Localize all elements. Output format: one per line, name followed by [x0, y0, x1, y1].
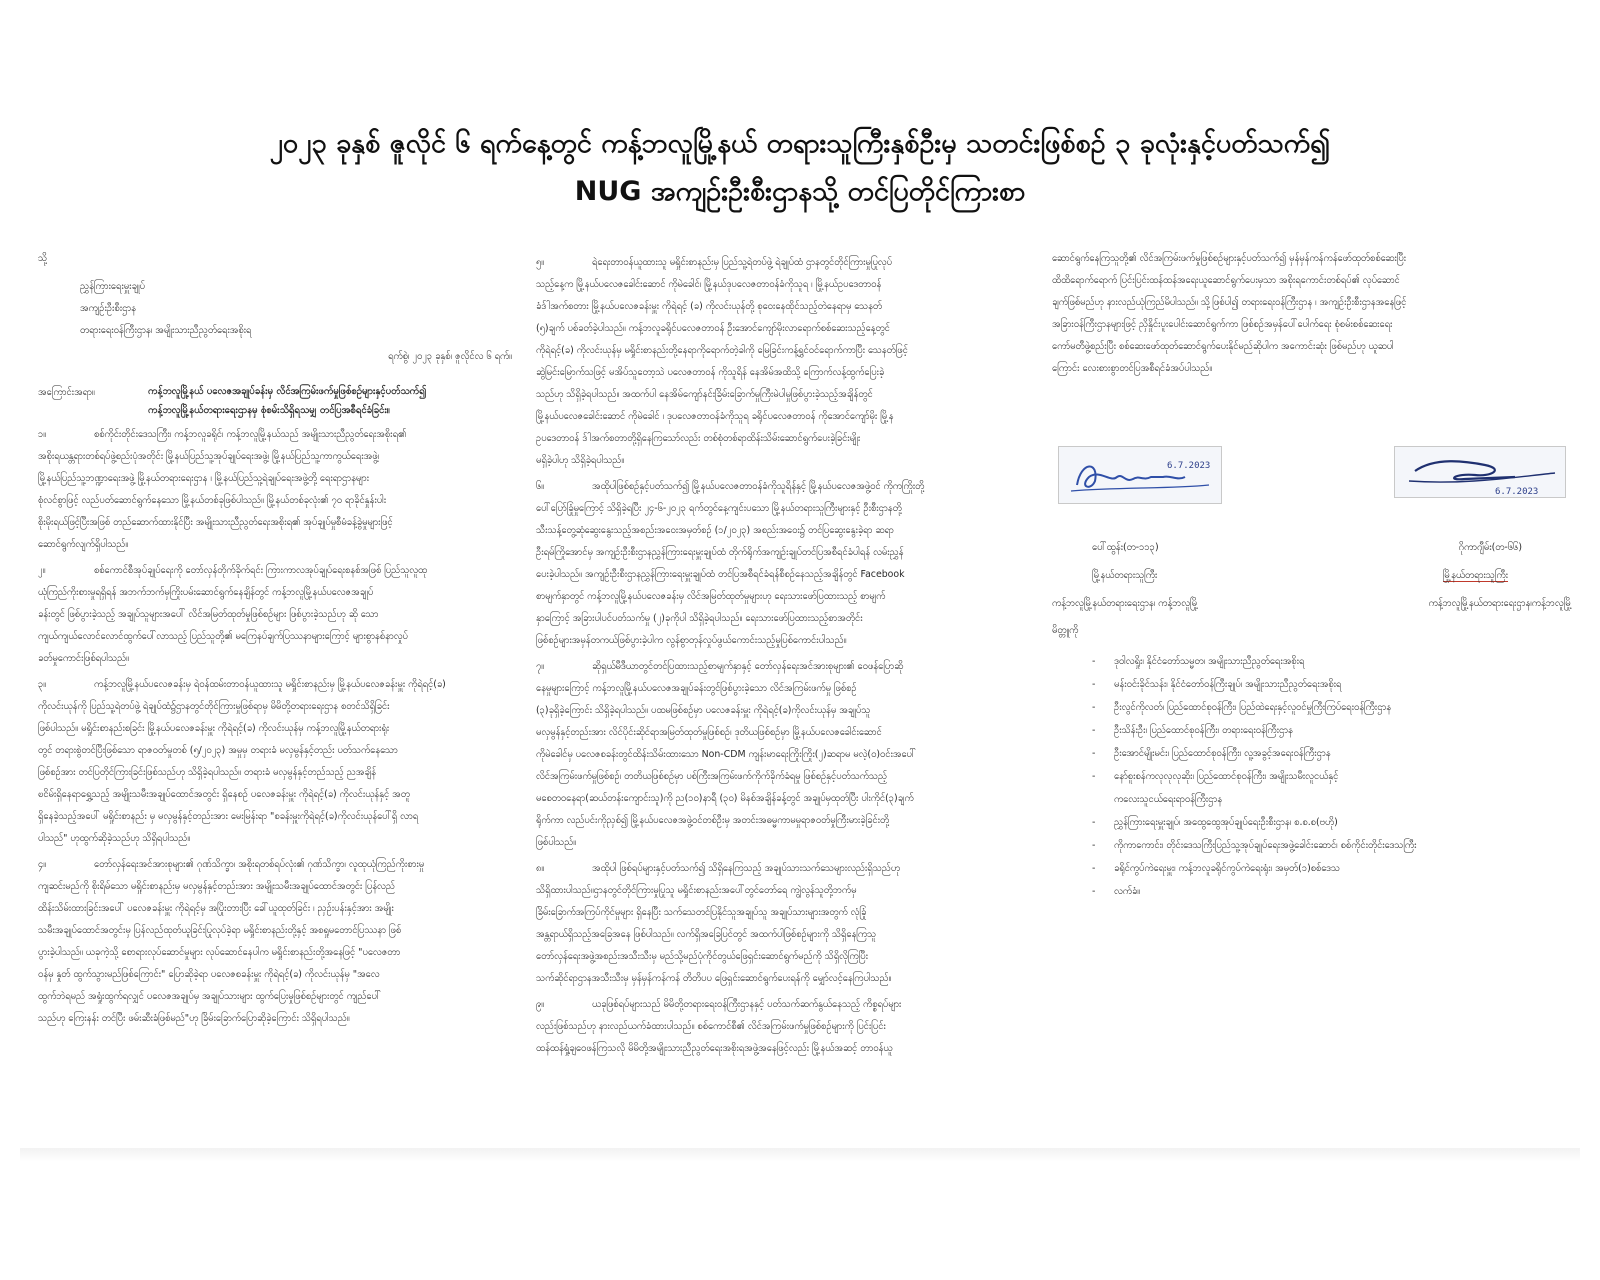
paragraph-line: ထိန်းသိမ်းထားခြင်းအပေါ် ပလေဇခန်းမှူး ကိုရဲရင့်မှ အပြိုးတားပြီး ခေါ်ယူထုတ်ခြင်း ၊ ညှဥ်းပန်းနှင့်အား အမျိုး: [38, 903, 394, 914]
paragraph-line: ဖြစ်ပါသည်။ မရှိုင်းစာနည်းစခြင်း မြို့နယ်ပလေဇခန်းမှူး ကိုရဲရင့်(ခ) ကိုလင်းယုန်မှ ကန့်ဘလူမြို့နယ်တရားရုံး: [38, 723, 390, 734]
cc-list-item: [1092, 765, 1572, 811]
signature-row: [1052, 446, 1572, 504]
paragraph-line: ဖြစ်စဉ်အား တင်ပြတိုင်ကြားခြင်းဖြစ်သည်ဟု သိရှိခဲ့ရပါသည်။ တရားခံ မလှမွန်နှင့်တည်သည့် ညအချိန်: [38, 767, 376, 778]
paragraph-line: ရိုက်ကာ လည်ပင်းကိုညှစ်၍ မြို့နယ်ပလေဇအဖွဲ့ဝင်တစ်ဦးမှ အတင်းအဓမ္မကာမမှုရာဇဝတ်မှုကြီးမားခဲ့ခြင်းတို့: [536, 815, 890, 826]
bullet-dash: -: [1092, 771, 1096, 782]
paragraph-line: (၃)ခုရှိခဲ့ကြောင်း သိရှိခဲ့ရပါသည်။ ပထမဖြစ်စဉ်မှာ ပလေဇခန်းမှူး ကိုရဲရင့်(ခ)ကိုလင်းယုန်မှ အချုပ်သူ: [536, 705, 871, 716]
subject-line-2: ကန့်ဘလူမြို့နယ်တရားရေးဌာနမှ စုံစမ်းသိရှိရသမျှ တင်ပြအစီရင်ခံခြင်း။: [148, 405, 390, 416]
title-line-2: NUG အကျဉ်းဦးစီးဌာနသို့ တင်ပြတိုင်ကြားစာ: [574, 176, 1026, 207]
signature-1: [1058, 446, 1222, 504]
closing-paragraph-line: ချက်ဖြစ်မည်ဟု နားလည်ယုံကြည်မိပါသည်။ သို့ဖြစ်ပါ၍ တရားရေးဝန်ကြီးဌာန ၊ အကျဉ်းဦးစီးဌာနအနေဖြင့်: [1052, 297, 1407, 308]
cc-recipient: နော်စူးစန်ကလုလုလုဆိုး၊ ပြည်ထောင်စုဝန်ကြီး၊ အမျိုးသမီးလူငယ်နှင့်: [1114, 771, 1339, 782]
paragraph-line: မလှမွန်နှင့်တည်းအား လိင်ပိုင်းဆိုင်ရာအမြတ်ထုတ်မှုဖြစ်စဉ်၊ ဒုတိယဖြစ်စဉ်မှာ မြို့နယ်ပလေဇခေါင်းဆောင်: [536, 727, 882, 738]
bullet-dash: -: [1092, 817, 1096, 828]
bullet-dash: -: [1092, 725, 1096, 736]
paragraph-line: ဦးရမ်ကြိုအောင်မှ အကျဉ်းဦးစီးဌာနညွှန်ကြားရေးမှူးချုပ်ထံ တိုက်ရိုက်အကျဉ်းချုပ်တင်ပြအစီရင်ခံပါရန် လမ်းညွှန်: [536, 547, 904, 558]
letter-date: ရက်စွဲ၊ ၂၀၂၃ ခုနှစ်၊ ဇူလိုင်လ ၆ ရက်။: [388, 351, 512, 362]
cc-recipient: ဦးသိန်းဦး၊ ပြည်ထောင်စုဝန်ကြီး၊ တရားရေးဝန်ကြီးဌာန: [1114, 725, 1293, 736]
paragraph-first-line: [38, 424, 518, 446]
subject-line-1: ကန့်ဘလူမြို့နယ် ပလေဇအချုပ်ခန်းမှ လိင်အကြမ်းဖက်မှုဖြစ်စဉ်များနှင့်ပတ်သက်၍: [148, 386, 427, 397]
signature-2: [1394, 446, 1566, 498]
paragraph-first-line: [536, 476, 1026, 498]
cc-recipient: မန်းဝင်းခိုင်သန်း၊ နိုင်ငံတော်ဝန်ကြီးချုပ်၊ အမျိုးသားညီညွတ်ရေးအစိုးရ: [1114, 679, 1342, 690]
bullet-dash: -: [1092, 863, 1096, 874]
closing-paragraph-line: ကြောင်း လေးစားစွာတင်ပြအစီရင်ခံအပ်ပါသည်။: [1052, 363, 1213, 374]
paragraph-line: ပါသည်" ဟုထွက်ဆိုခဲ့သည်ဟု သိရှိရပါသည်။: [38, 833, 191, 844]
paragraph-line: သိရှိထားပါသည်။ဌာနတွင်တိုင်ကြားမှုပြုသူ မရှိုင်းစာနည်းအပေါ်တွင်တော်ရေ ကျွဲလွန်သူတို့ဘက်မှ: [536, 885, 857, 896]
paragraph-first-line: [38, 674, 518, 696]
signer-2: [1322, 534, 1572, 618]
paragraph-first-line: [536, 994, 1026, 1016]
cc-recipient: ညွှန်ကြားရေးမှူးချုပ်၊ အထွေထွေအုပ်ချုပ်ရေးဦးစီးဌာန၊ စ.စ.စ(ဗဟို): [1114, 817, 1338, 828]
paragraph-line: (၅)ချက် ပစ်ခတ်ခဲ့ပါသည်။ ကန့်ဘလူခရိုင်ပလေဇတာဝန် ဦးအောင်ကျော်မိုးလာရောက်စစ်ဆေးသည့်နေ့တွင်: [536, 323, 890, 334]
subject-label: အကြောင်းအရာ။: [38, 387, 95, 398]
paragraph-line: ဖြစ်စဉ်များအမှန်တကယ်ဖြစ်ပွားခဲ့ပါက လွန်စွာတုန်လှုပ်ဖွယ်ကောင်းသည့်မှုပြစ်ကောင်းပါသည်။: [536, 635, 847, 646]
recipient-line-1: ညွှန်ကြားရေးမှူးချုပ်: [80, 281, 145, 292]
paragraph-line: ခန်းတွင် ဖြစ်ပွားခဲ့သည့် အချုပ်သူများအပေါ် လိင်အမြတ်ထုတ်မှုဖြစ်စဉ်များ ဖြစ်ပွားခဲ့သည်ဟု ဆို သော: [38, 609, 379, 620]
signer-2-title: [1322, 562, 1572, 590]
paragraph-line: အန္တရာယ်ရှိသည့်အခြေအနေ ဖြစ်ပါသည်။ လက်ရှိအခြေပြင်တွင် အထက်ပါဖြစ်စဉ်များကို သိရှိနေကြသူ: [536, 929, 877, 940]
paragraph-line: လည်းဖြစ်သည်ဟု နားလည်ယက်ခံထားပါသည်။ စစ်ကောင်စီ၏ လိင်အကြမ်းဖက်မှုဖြစ်စဉ်များကို ပြင်းပြင်း: [536, 1021, 886, 1032]
signature-2-scribble: [1395, 447, 1567, 499]
paragraph-number: ၉။: [536, 999, 545, 1010]
paragraph-line-text: ရဲရေးတာဝန်ယူထားသူ မရှိုင်းစာနည်းမှ ပြည်သူ့ရဲတပ်ဖွဲ့ ရဲချုပ်ထံ ဌာနတွင်တိုင်ကြားမှုပြုလုပ်: [592, 257, 892, 268]
document-title: [0, 120, 1600, 216]
paragraph-line: သည်ဟု သိရှိခဲ့ရပါသည်။ အထက်ပါ နေအိမ်ကျော်နင်းခြိမ်းခြောက်မှုကြီးမဲပါမှုဖြစ်ပွားခဲ့သည့်အချိန်တွင်: [536, 389, 873, 400]
signer-block: [1052, 534, 1572, 618]
cc-recipient-continued: ကလေးသူငယ်ရေးရာဝန်ကြီးဌာန: [1114, 794, 1223, 805]
paragraph-line: ပွားခဲ့ပါသည်။ ယခုကဲ့သို့ စောရားလုပ်ဆောင်မှုများ လုပ်ဆောင်နေပါက မရှိုင်းစာနည်းတို့အနေဖြင့် "ပလေဇတာ: [38, 947, 401, 958]
paragraph-line: ဆောင်ရွက်လျက်ရှိပါသည်။: [38, 539, 129, 550]
paragraph-line-text: တော်လှန်ရေးအင်အားစုများ၏ ဂုဏ်သိက္ခာ၊ အစိုးရတစ်ရပ်လုံး၏ ဂုဏ်သိက္ခာ၊ လူထုယုံကြည်ကိုးစားမှု: [94, 859, 425, 870]
paragraph-line: ခံဒ်ါအက်စတား မြို့နယ်ပလေဇခန်းမှူး ကိုရဲရင့် (ခ) ကိုလင်းယုန်တို့ စုဝေးနေထိုင်သည့်တဲနေရာမှ သေနတ်: [536, 301, 883, 312]
paragraph-line: ရှိနေခဲ့သည့်အပေါ် မရှိုင်းစာနည်း မှ မလှမွန်နှင့်တည်းအား မေးမြန်းရာ "စခန်းမှူးကိုရဲရင့်(ခ)ကိုလင်းယုန်ပေါ်ရှိ လာရ: [38, 811, 419, 822]
paragraph-number: ၂။: [38, 565, 46, 576]
signer-1-title: မြို့နယ်တရားသူကြီး: [1092, 570, 1158, 581]
column-3-body: [1052, 248, 1572, 380]
paragraph-number: ၅။: [536, 257, 545, 268]
bullet-dash: -: [1092, 656, 1096, 667]
cc-list-item: [1092, 696, 1572, 719]
paragraph-line: မရှိခဲ့ပါဟု သိရှိခဲ့ရပါသည်။: [536, 455, 625, 466]
paragraph-line-text: ဆိုရှယ်မီဒီယာတွင်တင်ပြထားသည့်စာမျက်နှာနှင့် တော်လှန်ရေးအင်အားစုများ၏ ဝေဖန်ပြောဆို: [592, 661, 904, 672]
col2-paragraph: [536, 994, 1026, 1060]
paragraph-number: ၆။: [536, 481, 545, 492]
bullet-dash: -: [1092, 840, 1096, 851]
col2-paragraph: [536, 858, 1026, 990]
col2-paragraph: [536, 476, 1026, 652]
column-2-body: [536, 252, 1026, 1060]
paragraph-number: ၇။: [536, 661, 545, 672]
paragraph-first-line: [38, 854, 518, 876]
paragraph-line: သက်ဆိုင်ရာဌာနအသီးသီးမှ မှန်မှန်ကန်ကန် တိတိပပ ဖြေရှင်းဆောင်ရွက်ပေးရန်ကို မျှော်လင့်နေကြပါသည်။: [536, 973, 892, 984]
paragraph-line: ပေးခဲ့ပါသည်။ အကျဉ်းဦးစီးဌာနညွှန်ကြားရေးမှူးချုပ်ထံ တင်ပြအစီရင်ခံရန်စီစဉ်နေသည့်အချိန်တွင် Facebook: [536, 569, 905, 580]
bullet-dash: -: [1092, 886, 1096, 897]
paragraph-number: ၃။: [38, 679, 47, 690]
cc-list-item: [1092, 880, 1572, 903]
paragraph-line: မြို့နယ်ပလေဇခေါင်းဆောင် ကိုမဲခေါင် ၊ ဒုပလေဇတာဝန်ခံကိုသူရ ခရိုင်ပလေဇတာဝန် ကိုအောင်ကျော်မိုး မြို့န: [536, 411, 894, 422]
bullet-dash: -: [1092, 748, 1096, 759]
paragraph-number: ၈။: [536, 863, 545, 874]
cc-list: [1052, 650, 1572, 903]
to-label: သို့: [38, 253, 48, 264]
cc-list-item: [1092, 857, 1572, 880]
paragraph-line: ကျဆင်းမည်ကို စိုးရိမ်သော မရှိုင်းစာနည်းမှ မလှမွန်နှင့်တည်းအား အမျိုးသမီးအချုပ်ထောင်အတွင်း ပြန်လည်: [38, 881, 395, 892]
paragraph-line: အစိုးရယန္တရားတစ်ရပ်ဖွဲ့စည်းပုံအတိုင်း မြို့နယ်ပြည်သူ့အုပ်ချုပ်ရေးအဖွဲ့၊ မြို့နယ်ပြည်သူ့ကာကွယ်ရေးအဖွဲ့၊: [38, 451, 380, 462]
paragraph-line: စာမျက်နှာတွင် ကန့်ဘလူမြို့နယ်ပလေဇခန်းမှ လိင်အမြတ်ထုတ်မှုများဟု ရေးသားဖော်ပြထားသည့် စာမျက်: [536, 591, 886, 602]
paragraph-line: ထန်ထန်ရှုံ့ချဝေဖန်ကြသလို မိမိတို့အမျိုးသားညီညွတ်ရေးအစိုးရအဖွဲ့အနေဖြင့်လည်း မြို့နယ်အဆင့် တာဝန်ယူ: [536, 1043, 893, 1054]
cc-recipient: ဦးအောင်မျိုးမင်း၊ ပြည်ထောင်စုဝန်ကြီး၊ လူ့အခွင့်အရေးဝန်ကြီးဌာန: [1114, 748, 1331, 759]
paragraph-line-text: အထိုပါဖြစ်စဉ်နှင့်ပတ်သက်၍ မြို့နယ်ပလေဇတာဝန်ခံကိုသူရိန်နှင့် မြို့နယ်ပလေဇအဖွဲ့ဝင် ကိုကကြိုးတို့: [592, 481, 925, 492]
paragraph-line: ဖြစ်ပါသည်။: [536, 837, 577, 848]
paragraph-line: ခတ်မှုကောင်းဖြစ်ရပါသည်။: [38, 653, 129, 664]
signer-2-title-text: မြို့နယ်တရားသူကြီး: [1442, 570, 1508, 581]
signer-1-office: ကန့်ဘလူမြို့နယ်တရားရေးဌာန၊ ကန့်ဘလူမြို့: [1052, 598, 1199, 609]
bullet-dash: -: [1092, 702, 1096, 713]
cc-list-item: [1092, 719, 1572, 742]
recipient-line-2: အကျဉ်းဦးစီးဌာန: [80, 303, 136, 314]
paragraph-line: သီးသန့်တွေ့ဆုံဆွေးနွေးသည့်အစည်းအဝေးအမှတ်စဉ် (၁/၂၀၂၃) အစည်းအဝေး၌ တင်ပြဆွေးနွေးခဲ့ရာ ဆရာ: [536, 525, 894, 536]
subject-row: [38, 382, 518, 420]
paragraph-line: တော်လှန်ရေးအဖွဲ့အစည်းအသီးသီးမှ မည်သို့မည်ပုံကိုင်တွယ်ဖြေရှင်းဆောင်ရွက်မည်ကို သိရှိလိုကြပြီး: [536, 951, 868, 962]
signer-1-name: ပေါ်ထွန်း(တ-၁၁၃): [1092, 542, 1159, 553]
cc-recipient: ဒုဝါလရှိုး၊ နိုင်ငံတော်သမ္မတ၊ အမျိုးသားညီညွတ်ရေးအစိုးရ: [1114, 656, 1305, 667]
closing-paragraph-line: ထိထိရောက်ရောက် ပြင်းပြင်းထန်ထန်အရေးယူဆောင်ရွက်ပေးမှသာ အစိုးရကောင်းတစ်ရပ်၏ လုပ်ဆောင်: [1052, 275, 1400, 286]
signer-2-name: ဂိုကာဂျီမ်း(တ-၆၆): [1458, 542, 1522, 553]
cc-recipient: ကိုကာကောင်း၊ တိုင်းဒေသကြီးပြည်သူ့အုပ်ချုပ်ရေးအဖွဲ့ခေါင်းဆောင်၊ စစ်ကိုင်းတိုင်းဒေသကြီး: [1114, 840, 1417, 851]
signature-1-date: 6.7.2023: [1167, 461, 1211, 471]
paragraph-line: ကိုလင်းယုန်ကို ပြည်သူ့ရဲတပ်ဖွဲ့ ရဲချုပ်ထံ၌ဌာနတွင်တိုင်ကြားမှုဖြစ်ရာမှ မိမိတို့တရားရေးဌာန စတင်သိရှိခြင်း: [38, 701, 390, 712]
col2-paragraph: [536, 252, 1026, 472]
cc-list-item: [1092, 742, 1572, 765]
paragraph-first-line: [38, 560, 518, 582]
signer-2-office: ကန့်ဘလူမြို့နယ်တရားရေးဌာန၊ကန့်ဘလူမြို့: [1428, 598, 1572, 609]
col2-paragraph: [536, 656, 1026, 854]
col1-paragraph: [38, 560, 518, 670]
bullet-dash: -: [1092, 679, 1096, 690]
signer-1: [1052, 534, 1302, 618]
paragraph-line-text: စစ်ကိုင်းတိုင်းဒေသကြီး၊ ကန့်ဘလူခရိုင်၊ ကန့်ဘလူမြို့နယ်သည် အမျိုးသားညီညွတ်ရေးအစိုးရ၏: [94, 429, 407, 440]
paragraph-line: တွင် တရားစွဲတင်ပြီးဖြစ်သော ရာဇဝတ်မှုတစ် (၅/၂၀၂၃) အမှုမှ တရားခံ မလှမွန်နှင့်တည်း ပတ်သက်နေသော: [38, 745, 398, 756]
paragraph-line: မစေတဝနေရာ(ဆယ်တန်းကျောင်းသူ)ကို ည(၁၀)နာရီ (၃၀) မိနစ်အချိန်ခန့်တွင် အချုပ်မှထုတ်ပြီး ပါးကိုင်(၃)ချက်: [536, 793, 914, 804]
paragraph-line: နှာကြောင့် အခြားပါပင်ပတ်သက်မှု (၂)ခုကိုပါ သိရှိခဲ့ရပါသည်။ ရေးသားဖော်ပြထားသည့်စာအတိုင်း: [536, 613, 863, 624]
paragraph-line-text: အထိုပါ ဖြစ်ရပ်များနှင့်ပတ်သက်၍ သိရှိနေကြသည့် အချုပ်သားသက်သေများလည်းရှိသည်ဟု: [592, 863, 900, 874]
letter-page-3: [1052, 248, 1572, 1148]
paragraph-first-line: [536, 252, 1026, 274]
cc-list-item: [1092, 673, 1572, 696]
paragraph-line-text: ယခုဖြစ်ရပ်များသည် မိမိတို့တရားရေးဝန်ကြီးဌာနနှင့် ပတ်သက်ဆက်နွယ်နေသည့် ကိစ္စရပ်များ: [592, 999, 902, 1010]
paragraph-line: စိုးမိုးရယ်ဖြင့်ပြီးအဖြစ် တည်ဆောက်ထားနိုင်ပြီး အမျိုးသားညီညွတ်ရေးအစိုးရ၏ အုပ်ချုပ်မှုစီမံခန့်ခွဲမှုများဖြင့်: [38, 517, 393, 528]
paragraph-first-line: [536, 858, 1026, 880]
col1-paragraph: [38, 424, 518, 556]
paragraph-line: မြို့နယ်ပြည်သူ့ဘဏ္ဍာရေးအဖွဲ့ မြို့နယ်တရားရေးဌာန ၊ မြို့နယ်ပြည်သူ့ရဲချုပ်ရေးအဖွဲ့တို့ ရေးရာဌာနများ: [38, 473, 370, 484]
closing-paragraph-line: အခြားဝန်ကြီးဌာနများဖြင့် ညှိနှိုင်းပူးပေါင်းဆောင်ရွက်ကာ ဖြစ်စဉ်အမှန်ပေါ်ပေါက်ရေး စုံစမ်းစစ်ဆေးရေး: [1052, 319, 1393, 330]
column-1-body: [38, 424, 518, 1030]
paragraph-line: ၿငိမ်းရှိနေရာရွှေ့သည့် အမျိုးသမီးအချုပ်ထောင်အတွင်း ရှိနေစဉ် ပလေဇခန်းမှူး ကိုရဲရင့်(ခ) ကိုလင်းယုန်နှင့် အတူ: [38, 789, 410, 800]
paragraph-line: သည်ဟု ကြေးနန်း တင်ပြီး ဖမ်းဆီးခံဖြစ်မည်"ဟု ခြိမ်းခြောက်ပြောဆိုခဲ့ကြောင်း သိရှိရပါသည်။: [38, 1013, 350, 1024]
closing-paragraph-line: ဆောင်ရွက်နေကြသူတို့၏ လိင်အကြမ်းဖက်မှုဖြစ်စဉ်များနှင့်ပတ်သက်၍ မှန်မှန်ကန်ကန်ဖော်ထုတ်စစ်ဆေးပြီး: [1052, 253, 1407, 264]
cc-recipient: ဦးလွင်ကိုလတ်၊ ပြည်ထောင်စုဝန်ကြီး၊ ပြည်ထဲရေးနှင့်လူဝင်မှုကြီးကြပ်ရေးဝန်ကြီးဌာန: [1114, 702, 1392, 713]
signature-2-date: 6.7.2023: [1495, 487, 1539, 497]
paragraph-line: ယုံကြည်ကိုးစားမှုရရှိရန် အဘက်ဘက်မှကြိုးပမ်းဆောင်ရွက်နေချိန်တွင် ကန့်ဘလူမြို့နယ်ပလေဇအချုပ်: [38, 587, 374, 598]
paragraph-first-line: [536, 656, 1026, 678]
paragraph-line-text: စစ်ကောင်စီအုပ်ချုပ်ရေးကို တော်လှန်တိုက်ခိုက်ရင်း ကြားကာလအုပ်ချုပ်ရေးစနစ်အဖြစ် ပြည်သူလူထု: [94, 565, 428, 576]
paragraph-line: ဥပဒေတာဝန် ဒ်ါအက်စတာတို့ရှိနေကြသော်လည်း တစ်စုံတစ်ရာထိန်းသိမ်းဆောင်ရွက်ပေးခဲ့ခြင်းမျိုး: [536, 433, 861, 444]
paragraph-number: ၁။: [38, 429, 47, 440]
paragraph-line: လိင်အကြမ်းဖက်မှုဖြစ်စဉ်၊ တတိယဖြစ်စဉ်မှာ ပစ်ကြီးအကြမ်းဖက်ကိုက်ခိုက်ခံရမှု ဖြစ်စဉ်နှင့်ပတ်သက်သည့်: [536, 771, 888, 782]
paragraph-line: ဝန်မှ နှုတ် ထွက်သွားမည်ဖြစ်ကြောင်း" ပြောဆိုခဲ့ရာ ပလေဇစခန်းမှူး ကိုရဲရင့်(ခ) ကိုလင်းယုန်မှ "အလေ: [38, 969, 380, 980]
paragraph-line: သမီးအချုပ်ထောင်အတွင်းမှ ပြန်လည်ထုတ်ယူခြင်းပြုလုပ်ခဲ့ရာ မရှိုင်းစာနည်းတို့နှင့် အစရှုမတောင်ပြဿနာ ဖြစ်: [38, 925, 402, 936]
cc-list-item: [1092, 834, 1572, 857]
paragraph-line: ခြိမ်းခြောက်အကြပ်ကိုင်မှုများ ရှိနေပြီး သက်သေတင်ပြနိုင်သူအချုပ်သူ အချုပ်သားများအတွက် လုံခြုံ: [536, 907, 867, 918]
closing-paragraph-line: ကော်မတီဖွဲ့စည်းပြီး စစ်ဆေးဖော်ထုတ်ဆောင်ရွက်ပေးနိုင်မည်ဆိုပါက အကောင်းဆုံး ဖြစ်မည်ဟု ယူဆပါ: [1052, 341, 1394, 352]
paragraph-line-text: ကန့်ဘလူမြို့နယ်ပလေဇခန်းမှ ရဲဝန်ထမ်းတာဝန်ယူထားသူ မရှိုင်းစာနည်းမှ မြို့နယ်ပလေဇခန်းမှူး ကိုရဲရင့်(ခ): [94, 679, 446, 690]
paragraph-line: နေမှုများကြောင့် ကန့်ဘလူမြို့နယ်ပလေဇအချုပ်ခန်းတွင်ဖြစ်ပွားခဲ့သော လိင်အကြမ်းဖက်မှု ဖြစ်စဉ်: [536, 683, 857, 694]
title-line-1: ၂၀၂၃ ခုနှစ် ဇူလိုင် ၆ ရက်နေ့တွင် ကန့်ဘလူမြို့နယ် တရားသူကြီးနှစ်ဦးမှ သတင်းဖြစ်စဉ် ၃ ခုလုံးနှင့်ပတ်သက်၍: [269, 128, 1331, 159]
recipient-line-3: တရားရေးဝန်ကြီးဌာန၊ အမျိုးသားညီညွတ်ရေးအစိုးရ: [80, 325, 252, 336]
cc-recipient: လက်ခံ။: [1114, 886, 1141, 897]
paragraph-line: ထွက်ဘဲရမည် အရှုံးထွက်ရလျှင် ပလေဇအချုပ်မှ အချုပ်သားများ ထွက်ပြေးမှုဖြစ်စဉ်များတွင် ကျည်ပေါ်: [38, 991, 382, 1002]
cc-list-item: [1092, 650, 1572, 673]
paragraph-line: ကိုမဲခေါင်မှ ပလေဇစခန်းတွင်ထိန်းသိမ်းထားသော Non-CDM ကျန်းမာရေးကြိုးကြိုး(၂)ဆရာမ မလဲ့(ဝ)ဝင်းအပေါ်: [536, 749, 917, 760]
paragraph-line: ဆွဲမြင်းမြောက်သဖြင့် မအိပ်သူတော့သဲ ပလေဇတာဝန် ကိုသူရိန် နေအိမ်အထိသို့ ကြောက်လန့်ထွက်ပြေးခဲ့: [536, 367, 885, 378]
paragraph-line: ကျယ်ကျယ်လောင်လောင်ထွက်ပေါ်လာသည့် ပြည်သူတို့၏ မကြေနပ်ချက်ပြဿနာများကြောင့် များစွာနစ်နာလှုပ်: [38, 631, 408, 642]
page-shadow: [20, 1148, 1580, 1162]
paragraph-line: စုံလင်စွာဖြင့် လည်ပတ်ဆောင်ရွက်နေသော မြို့နယ်တစ်ခုဖြစ်ပါသည်။ မြို့နယ်တစ်ခုလုံး၏ ၇၀ ရာခိုင်နှုန်းပါး: [38, 495, 387, 506]
cc-label: မိတ္တူကို: [1052, 625, 1079, 636]
col1-paragraph: [38, 854, 518, 1030]
letter-page-1: [38, 248, 518, 1148]
cc-recipient: ခရိုင်ကွပ်ကဲရေးမှူး၊ ကန့်ဘလူခရိုင်ကွပ်ကဲရေးရုံး၊ အမှတ်(၁)စစ်ဒေသ: [1114, 863, 1340, 874]
paragraph-line: ပေါ်ပြော်ခြုံမှုကြောင့် သိရှိခဲ့ရပြီး ၂၄-၆-၂၀၂၃ ရက်တွင်နေ့ကျင်းပသော မြို့နယ်တရားသူကြီးများနှင့် ဦးစီးဌာနတို့: [536, 503, 902, 514]
cc-list-item: [1092, 811, 1572, 834]
col1-paragraph: [38, 674, 518, 850]
letter-page-2: [536, 248, 1026, 1148]
paragraph-line: ကိုရဲရင့်(ခ) ကိုလင်းယုန်မှ မရှိုင်းစာနည်းတို့နေရာကိုရောက်တဲ့ခါကို မြေခြင်းကန့်ရွှင်ဝင်ရောက်ကာပြီး သေနတ်ဖြင့်: [536, 345, 908, 356]
paragraph-number: ၄။: [38, 859, 47, 870]
paragraph-line: သည့်နေ့က မြို့နယ်ပလေဇခေါင်းဆောင် ကိုမဲခေါင်၊ မြို့နယ်ဒုပလေဇတာဝန်ခံကိုသူရ ၊ မြို့နယ်ဥပဒေတာဝန်: [536, 279, 882, 290]
